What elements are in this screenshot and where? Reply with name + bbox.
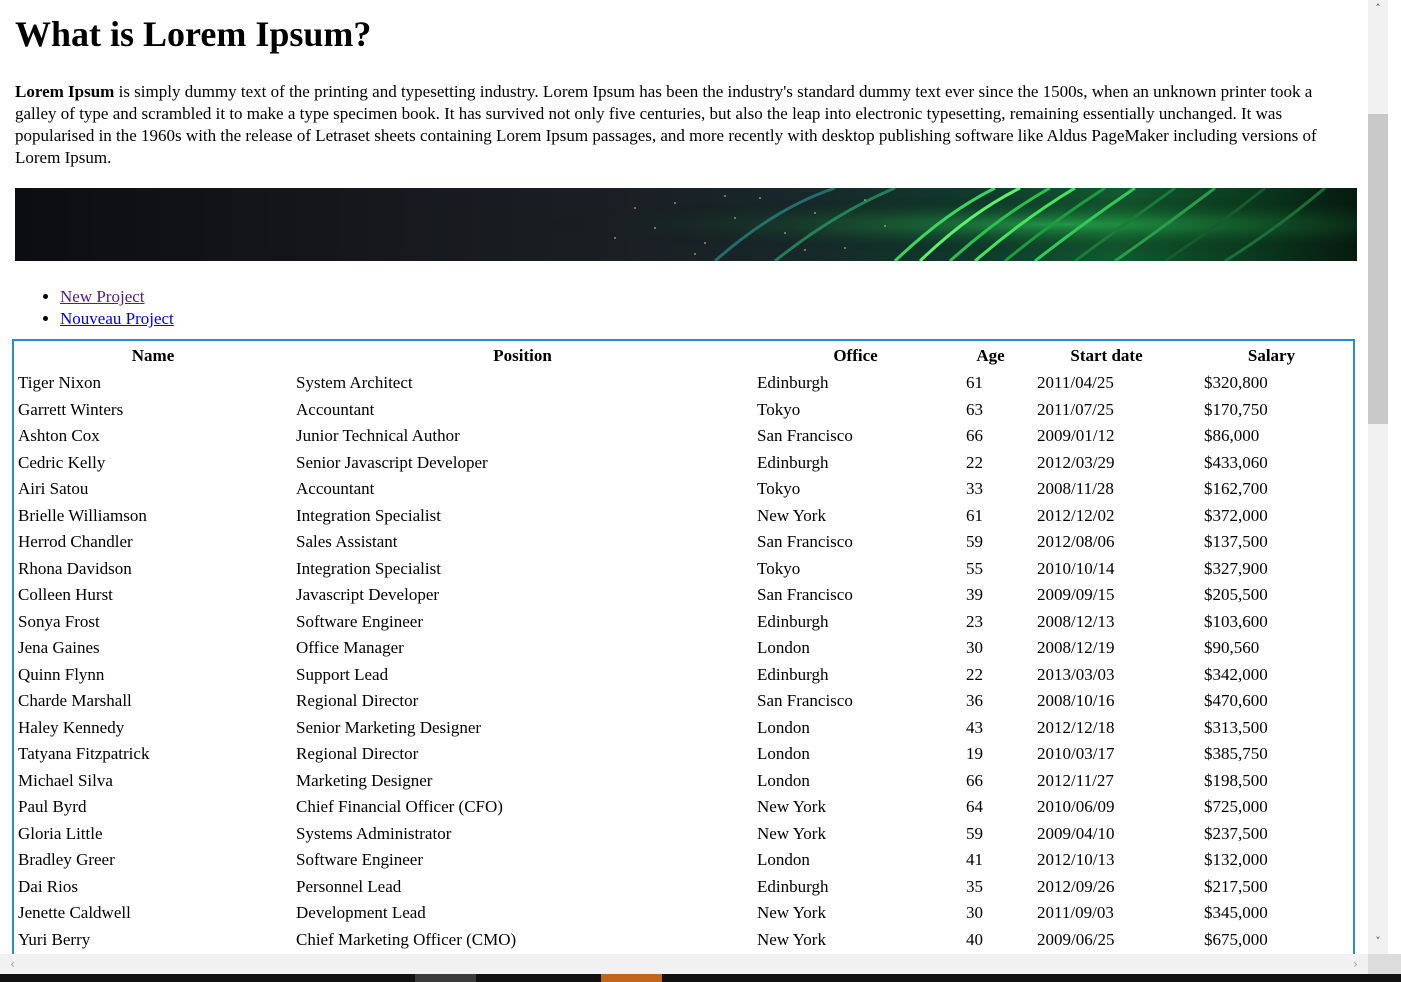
cell-age: 55	[966, 558, 983, 578]
cell-office: Edinburgh	[757, 373, 829, 393]
chevron-left-icon[interactable]: ‹	[10, 957, 15, 971]
cell-position: Chief Marketing Officer (CMO)	[296, 929, 517, 949]
chevron-up-icon[interactable]: ˄	[1375, 2, 1381, 15]
cell-position: Software Engineer	[296, 850, 423, 870]
cell-age: 36	[966, 691, 983, 711]
cell-name: Haley Kennedy	[18, 717, 125, 737]
cell-age: 19	[966, 744, 983, 764]
cell-position: Software Engineer	[296, 611, 423, 631]
cell-position: Sales Assistant	[296, 532, 398, 552]
cell-position: Chief Financial Officer (CFO)	[296, 797, 503, 817]
cell-position: Integration Specialist	[296, 505, 441, 525]
taskbar-item[interactable]	[415, 974, 476, 982]
cell-name: Jenette Caldwell	[18, 903, 131, 923]
cell-salary: $86,000	[1204, 426, 1260, 446]
cell-age: 66	[966, 770, 983, 790]
cell-name: Sonya Frost	[18, 611, 100, 631]
cell-start-date: 2013/03/03	[1037, 664, 1115, 684]
table-row	[14, 397, 1353, 424]
cell-age: 59	[966, 823, 983, 843]
page-title: What is Lorem Ipsum?	[15, 14, 372, 54]
cell-position: Development Lead	[296, 903, 426, 923]
cell-office: New York	[757, 903, 826, 923]
column-header-salary[interactable]: Salary	[1247, 345, 1296, 365]
cell-start-date: 2012/03/29	[1037, 452, 1115, 472]
cell-position: Systems Administrator	[296, 823, 452, 843]
table-row	[14, 874, 1353, 901]
cell-name: Airi Satou	[18, 479, 89, 499]
cell-age: 63	[966, 399, 983, 419]
cell-age: 22	[966, 452, 983, 472]
cell-office: Tokyo	[757, 558, 801, 578]
table-row	[14, 582, 1353, 609]
table-row	[14, 688, 1353, 715]
cell-office: London	[757, 770, 810, 790]
cell-office: Tokyo	[757, 479, 801, 499]
cell-start-date: 2009/09/15	[1037, 585, 1115, 605]
cell-age: 22	[966, 664, 983, 684]
column-header-position[interactable]: Position	[493, 345, 552, 365]
list-item	[60, 308, 1357, 330]
cell-age: 40	[966, 929, 983, 949]
cell-office: Edinburgh	[757, 452, 829, 472]
cell-office: Edinburgh	[757, 664, 829, 684]
table-row	[14, 927, 1353, 954]
cell-name: Yuri Berry	[18, 929, 91, 949]
page-content	[15, 0, 1357, 330]
cell-age: 43	[966, 717, 983, 737]
cell-name: Gloria Little	[18, 823, 103, 843]
cell-salary: $345,000	[1204, 903, 1268, 923]
cell-office: Tokyo	[757, 399, 801, 419]
cell-start-date: 2008/10/16	[1037, 691, 1115, 711]
cell-salary: $313,500	[1204, 717, 1268, 737]
cell-position: Personnel Lead	[296, 876, 402, 896]
cell-name: Paul Byrd	[18, 797, 87, 817]
horizontal-scrollbar[interactable]	[0, 954, 1368, 974]
table-row	[14, 529, 1353, 556]
cell-name: Jena Gaines	[18, 638, 100, 658]
cell-age: 35	[966, 876, 983, 896]
column-header-start-date[interactable]: Start date	[1070, 345, 1143, 365]
cell-start-date: 2010/10/14	[1037, 558, 1115, 578]
cell-age: 59	[966, 532, 983, 552]
cell-office: London	[757, 717, 810, 737]
column-header-age[interactable]: Age	[976, 345, 1005, 365]
cell-salary: $725,000	[1204, 797, 1268, 817]
cell-position: Office Manager	[296, 638, 404, 658]
cell-start-date: 2009/04/10	[1037, 823, 1115, 843]
table-header-row	[14, 341, 1353, 370]
vertical-scrollbar-thumb[interactable]	[1368, 114, 1388, 424]
table-row	[14, 635, 1353, 662]
column-header-name[interactable]: Name	[131, 345, 175, 365]
cell-office: London	[757, 850, 810, 870]
cell-start-date: 2010/06/09	[1037, 797, 1115, 817]
cell-office: San Francisco	[757, 691, 853, 711]
cell-age: 64	[966, 797, 983, 817]
cell-age: 61	[966, 505, 983, 525]
cell-name: Garrett Winters	[18, 399, 124, 419]
cell-start-date: 2010/03/17	[1037, 744, 1115, 764]
table-row	[14, 847, 1353, 874]
table-row	[14, 662, 1353, 689]
table-row	[14, 768, 1353, 795]
table-body	[14, 370, 1353, 953]
cell-salary: $342,000	[1204, 664, 1268, 684]
table-row	[14, 794, 1353, 821]
table-row	[14, 900, 1353, 927]
cell-position: Regional Director	[296, 744, 419, 764]
cell-position: System Architect	[296, 373, 413, 393]
cell-age: 39	[966, 585, 983, 605]
cell-start-date: 2012/09/26	[1037, 876, 1115, 896]
cell-office: London	[757, 638, 810, 658]
taskbar-item-active[interactable]	[601, 974, 662, 982]
cell-name: Rhona Davidson	[18, 558, 132, 578]
cell-office: San Francisco	[757, 585, 853, 605]
cell-salary: $162,700	[1204, 479, 1268, 499]
cell-age: 33	[966, 479, 983, 499]
cell-office: New York	[757, 823, 826, 843]
cell-office: Edinburgh	[757, 876, 829, 896]
cell-start-date: 2012/11/27	[1037, 770, 1114, 790]
cell-start-date: 2012/10/13	[1037, 850, 1115, 870]
cell-office: Edinburgh	[757, 611, 829, 631]
cell-office: New York	[757, 797, 826, 817]
cell-salary: $137,500	[1204, 532, 1268, 552]
cell-position: Support Lead	[296, 664, 389, 684]
cell-start-date: 2012/12/02	[1037, 505, 1115, 525]
cell-salary: $90,560	[1204, 638, 1260, 658]
cell-age: 23	[966, 611, 983, 631]
table-row	[14, 556, 1353, 583]
cell-salary: $132,000	[1204, 850, 1268, 870]
table-row	[14, 476, 1353, 503]
cell-name: Cedric Kelly	[18, 452, 106, 472]
table-row	[14, 370, 1353, 397]
project-links	[15, 286, 1357, 330]
cell-start-date: 2009/06/25	[1037, 929, 1115, 949]
cell-salary: $433,060	[1204, 452, 1268, 472]
table-row	[14, 503, 1353, 530]
employee-table-container	[12, 339, 1355, 954]
cell-salary: $385,750	[1204, 744, 1268, 764]
intro-bold-term: Lorem Ipsum	[15, 82, 115, 101]
cell-name: Tatyana Fitzpatrick	[18, 744, 150, 764]
cell-salary: $198,500	[1204, 770, 1268, 790]
cell-start-date: 2011/09/03	[1037, 903, 1114, 923]
cell-salary: $675,000	[1204, 929, 1268, 949]
table-row	[14, 715, 1353, 742]
cell-position: Marketing Designer	[296, 770, 433, 790]
table-row	[14, 741, 1353, 768]
cell-name: Quinn Flynn	[18, 664, 105, 684]
cell-name: Michael Silva	[18, 770, 113, 790]
chevron-right-icon[interactable]: ›	[1353, 957, 1358, 971]
table-row	[14, 450, 1353, 477]
cell-salary: $103,600	[1204, 611, 1268, 631]
cell-start-date: 2011/04/25	[1037, 373, 1114, 393]
cell-position: Senior Javascript Developer	[296, 452, 488, 472]
cell-name: Tiger Nixon	[18, 373, 101, 393]
cell-salary: $320,800	[1204, 373, 1268, 393]
employee-table	[14, 341, 1353, 953]
cell-start-date: 2009/01/12	[1037, 426, 1115, 446]
new-project-link[interactable]: New Project	[60, 287, 145, 306]
banner-graphic	[15, 188, 1357, 261]
table-row	[14, 423, 1353, 450]
intro-paragraph	[15, 81, 1357, 169]
cell-salary: $372,000	[1204, 505, 1268, 525]
cell-age: 61	[966, 373, 983, 393]
cell-name: Ashton Cox	[18, 426, 100, 446]
cell-age: 66	[966, 426, 983, 446]
cell-office: New York	[757, 505, 826, 525]
cell-office: San Francisco	[757, 532, 853, 552]
cell-salary: $170,750	[1204, 399, 1268, 419]
cell-name: Charde Marshall	[18, 691, 132, 711]
scrollbar-corner	[1368, 954, 1401, 974]
intro-text: is simply dummy text of the printing and typesetting industry. Lorem Ipsum has been the industry's standard dummy text ever since the 1500s, when an unknown printer took a galley of type and scrambled it to make a type specimen book. It has survived not only five centuries, but also the leap into electronic typesetting, remaining essentially unchanged. It was popularised in the 1960s with the release of Letraset sheets containing Lorem Ipsum passages, and more recently with desktop publishing software like Aldus PageMaker including versions of Lorem Ipsum.	[15, 82, 1317, 167]
cell-salary: $205,500	[1204, 585, 1268, 605]
cell-position: Accountant	[296, 399, 375, 419]
cell-start-date: 2008/12/19	[1037, 638, 1115, 658]
window-edge	[1388, 0, 1401, 954]
cell-start-date: 2011/07/25	[1037, 399, 1114, 419]
cell-office: London	[757, 744, 810, 764]
cell-age: 41	[966, 850, 983, 870]
cell-position: Junior Technical Author	[296, 426, 460, 446]
cell-salary: $470,600	[1204, 691, 1268, 711]
cell-position: Regional Director	[296, 691, 419, 711]
table-row	[14, 821, 1353, 848]
cell-age: 30	[966, 903, 983, 923]
cell-name: Herrod Chandler	[18, 532, 133, 552]
cell-salary: $327,900	[1204, 558, 1268, 578]
column-header-office[interactable]: Office	[833, 345, 878, 365]
cell-name: Dai Rios	[18, 876, 78, 896]
banner-image	[15, 188, 1357, 261]
cell-office: San Francisco	[757, 426, 853, 446]
cell-start-date: 2008/12/13	[1037, 611, 1115, 631]
cell-position: Accountant	[296, 479, 375, 499]
cell-name: Bradley Greer	[18, 850, 115, 870]
cell-position: Integration Specialist	[296, 558, 441, 578]
nouveau-project-link[interactable]: Nouveau Project	[60, 309, 174, 328]
cell-name: Colleen Hurst	[18, 585, 113, 605]
cell-start-date: 2008/11/28	[1037, 479, 1114, 499]
cell-position: Javascript Developer	[296, 585, 440, 605]
cell-salary: $217,500	[1204, 876, 1268, 896]
chevron-down-icon[interactable]: ˅	[1375, 935, 1381, 948]
taskbar	[0, 974, 1401, 982]
cell-age: 30	[966, 638, 983, 658]
cell-start-date: 2012/12/18	[1037, 717, 1115, 737]
list-item	[60, 286, 1357, 308]
cell-name: Brielle Williamson	[18, 505, 147, 525]
cell-salary: $237,500	[1204, 823, 1268, 843]
cell-office: New York	[757, 929, 826, 949]
table-row	[14, 609, 1353, 636]
cell-start-date: 2012/08/06	[1037, 532, 1115, 552]
cell-position: Senior Marketing Designer	[296, 717, 482, 737]
